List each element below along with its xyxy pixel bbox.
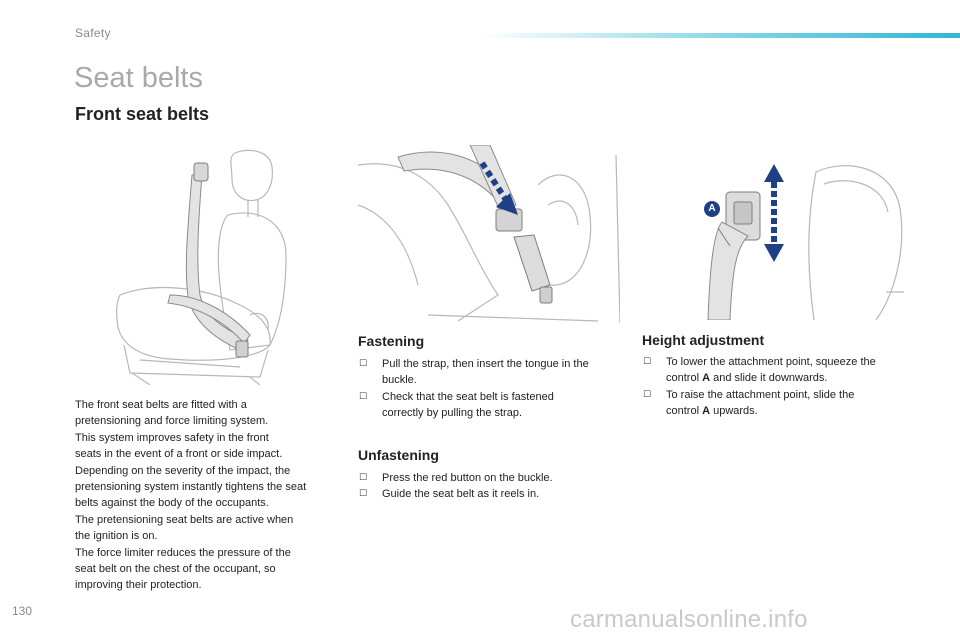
control-label: A (702, 372, 711, 385)
step-line: To lower the attachment point, squeeze the (666, 356, 876, 368)
checkbox-bullet-icon: ☐ (643, 357, 652, 367)
list-item (358, 470, 628, 486)
step-line: Press the red button on the buckle. (382, 472, 553, 484)
unfastening-steps (358, 470, 628, 503)
checkbox-bullet-icon: ☐ (359, 359, 368, 369)
seat-drawing (110, 145, 290, 385)
step-line: Check that the seat belt is fastened (382, 390, 554, 403)
intro-line: belts against the body of the occupants. (75, 497, 269, 510)
fastening-steps (358, 356, 628, 422)
header-accent-bar (480, 33, 960, 38)
intro-line: pretensioning system instantly tightens the seat (75, 481, 307, 494)
step-text: and slide it downwards. (710, 372, 828, 385)
intro-line: The pretensioning seat belts are active when (75, 513, 294, 526)
list-item (358, 486, 628, 502)
height-adjustment-heading: Height adjustment (642, 332, 765, 348)
intro-line: This system improves safety in the front (75, 431, 269, 444)
intro-line: Depending on the severity of the impact, the (75, 464, 291, 477)
checkbox-bullet-icon: ☐ (643, 389, 652, 400)
intro-line: seat belt on the chest of the occupant, so (75, 563, 276, 576)
height-adjustment-steps (642, 354, 910, 420)
checkbox-bullet-icon: ☐ (359, 391, 368, 402)
fastening-illustration (358, 145, 620, 323)
height-adjuster-drawing (696, 152, 904, 320)
control-label: A (702, 405, 711, 418)
intro-line: the ignition is on. (75, 530, 158, 543)
unfastening-heading: Unfastening (358, 447, 439, 463)
callout-a-marker: A (704, 201, 720, 217)
intro-line: seats in the event of a front or side impact. (75, 448, 283, 461)
intro-line: The front seat belts are fitted with a (75, 399, 247, 411)
list-item (358, 389, 628, 422)
seat-belt-illustration (110, 145, 290, 385)
intro-line: The force limiter reduces the pressure of the (75, 546, 291, 559)
list-item (358, 356, 628, 389)
fastening-heading: Fastening (358, 333, 425, 349)
step-line: To raise the attachment point, slide the (666, 388, 855, 401)
checkbox-bullet-icon: ☐ (359, 473, 368, 483)
page-title: Seat belts (74, 62, 203, 94)
step-line: Guide the seat belt as it reels in. (382, 488, 540, 501)
step-text: control (666, 372, 703, 385)
list-item (642, 354, 910, 387)
step-text: upwards. (710, 405, 758, 418)
intro-text (75, 397, 347, 594)
step-line: buckle. (382, 374, 417, 387)
step-line: Pull the strap, then insert the tongue in the (382, 358, 589, 370)
section-subtitle: Front seat belts (75, 104, 210, 124)
buckle-drawing (358, 145, 620, 323)
intro-line: improving their protection. (75, 579, 202, 592)
page-number: 130 (12, 604, 33, 618)
watermark: carmanualsonline.info (570, 606, 808, 633)
intro-line: pretensioning and force limiting system. (75, 415, 269, 428)
up-down-arrow (764, 164, 784, 262)
step-text: control (666, 405, 703, 418)
step-line (666, 370, 910, 386)
list-item (642, 387, 910, 420)
height-adjustment-illustration (696, 152, 904, 320)
step-line: correctly by pulling the strap. (382, 407, 523, 420)
section-label: Safety (75, 26, 111, 40)
step-line (666, 403, 910, 419)
checkbox-bullet-icon: ☐ (359, 489, 368, 500)
